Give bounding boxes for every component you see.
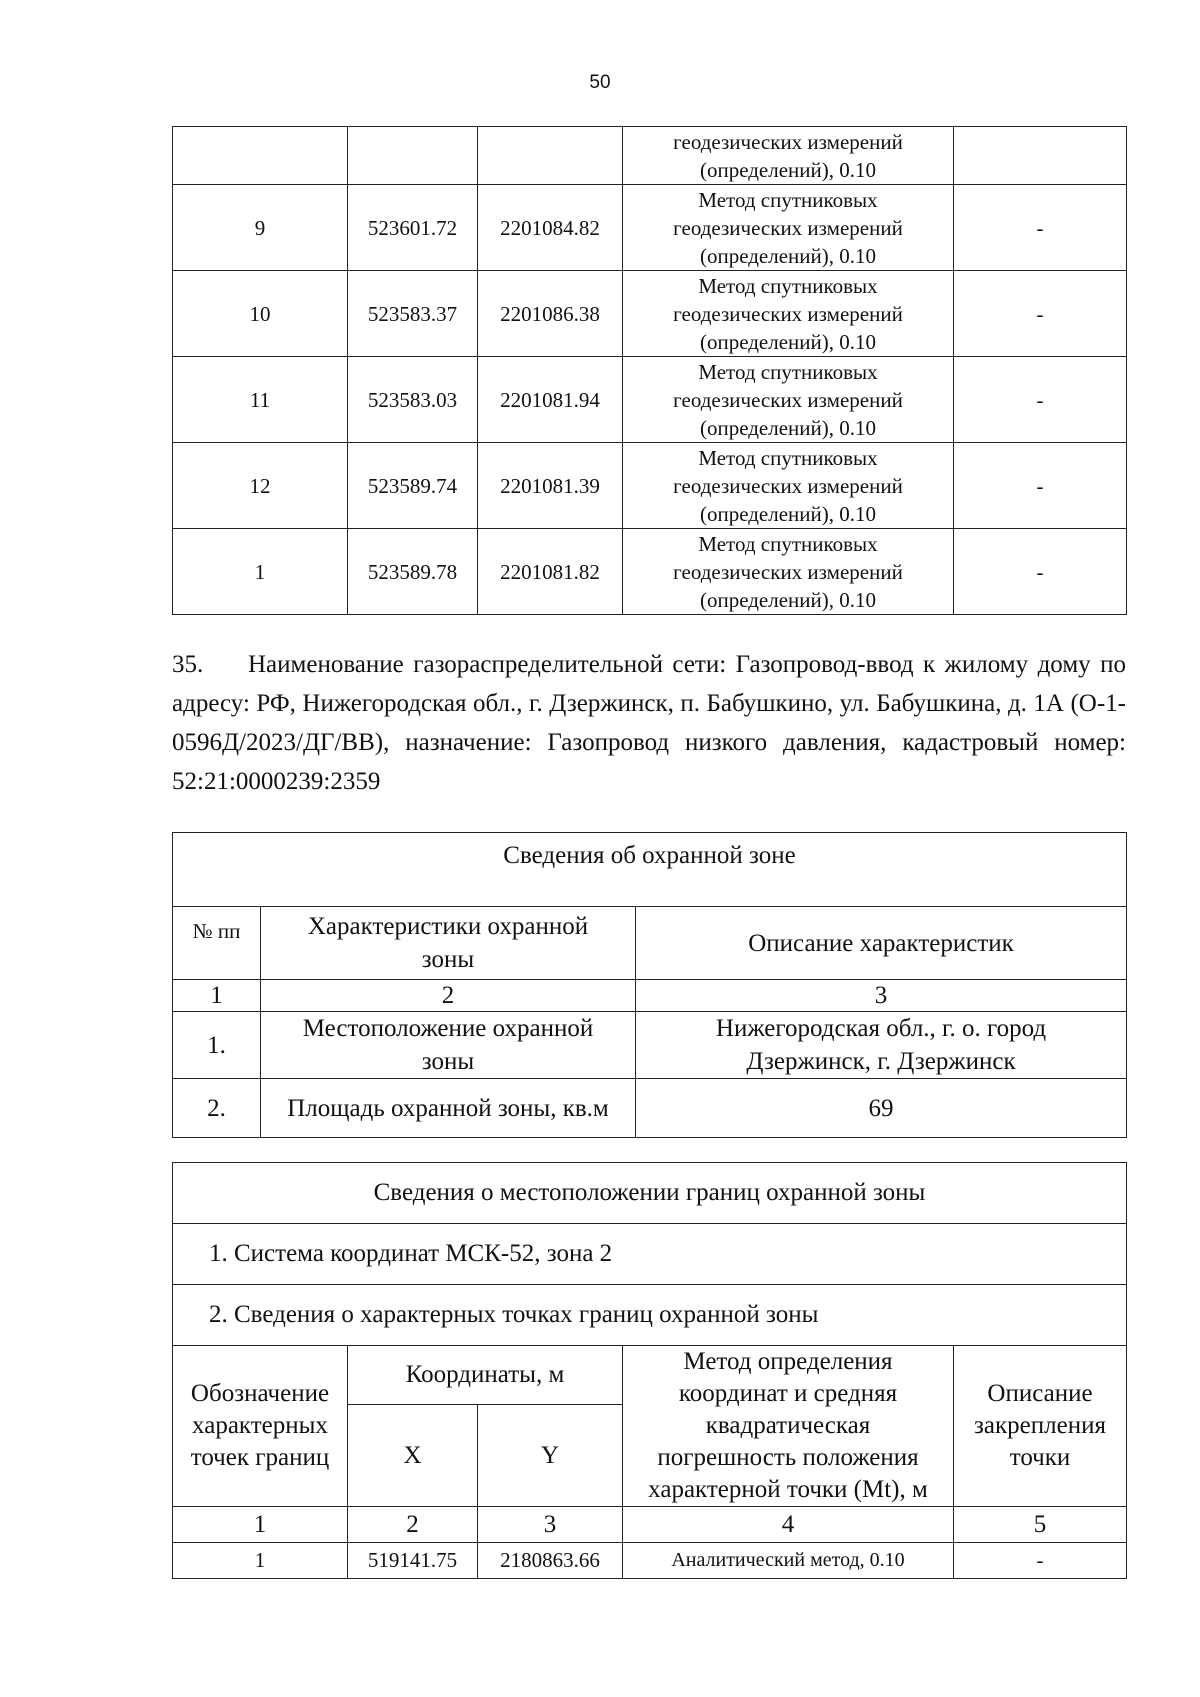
point-cell: 12	[173, 443, 348, 529]
desc-cell: -	[954, 529, 1127, 615]
point-cell: 11	[173, 357, 348, 443]
header-coordinates: Координаты, м	[348, 1346, 623, 1405]
header-num: № пп	[173, 907, 261, 980]
table-row	[173, 185, 1127, 271]
cell-line: Дзержинск, г. Дзержинск	[746, 1048, 1016, 1075]
row-num: 1.	[173, 1012, 261, 1079]
table-header-row	[173, 907, 1127, 980]
column-index-row	[173, 980, 1127, 1012]
column-index: 2	[348, 1507, 478, 1543]
point-cell: 10	[173, 271, 348, 357]
header-method	[623, 1346, 954, 1507]
method-line: Метод спутниковых	[698, 187, 878, 212]
row-description	[636, 1012, 1127, 1079]
header-description: Описание характеристик	[636, 907, 1127, 980]
points-title: 2. Сведения о характерных точках границ охранной зоны	[173, 1285, 1127, 1346]
y-cell: 2201081.82	[478, 529, 623, 615]
header-line: координат и средняя	[678, 1380, 898, 1407]
method-cell	[623, 357, 954, 443]
coordinate-system: 1. Система координат МСК-52, зона 2	[173, 1224, 1127, 1285]
method-line: (определений), 0.10	[699, 329, 877, 354]
method-line: геодезических измерений	[673, 129, 903, 154]
coordinates-table-continued	[172, 126, 1127, 615]
method-cell	[623, 271, 954, 357]
column-index: 1	[173, 980, 261, 1012]
row-description: 69	[636, 1079, 1127, 1138]
x-cell: 523601.72	[348, 185, 478, 271]
protection-zone-info-table	[172, 832, 1127, 1138]
method-line: Метод спутниковых	[698, 445, 878, 470]
column-index: 3	[636, 980, 1127, 1012]
x-cell	[348, 127, 478, 185]
header-line: погрешность положения	[657, 1444, 919, 1471]
column-index-row	[173, 1507, 1127, 1543]
point-cell: 1	[173, 1543, 348, 1579]
table-row	[173, 1079, 1127, 1138]
table-row	[173, 357, 1127, 443]
header-description	[954, 1346, 1127, 1507]
header-line: закрепления	[974, 1412, 1106, 1439]
method-line: (определений), 0.10	[699, 501, 877, 526]
table-row	[173, 443, 1127, 529]
method-line: геодезических измерений	[673, 215, 903, 240]
desc-cell: -	[954, 357, 1127, 443]
table-title: Сведения об охранной зоне	[173, 833, 1127, 907]
method-line: геодезических измерений	[673, 473, 903, 498]
x-cell: 523583.37	[348, 271, 478, 357]
cell-line: Нижегородская обл., г. о. город	[715, 1015, 1047, 1042]
method-line: (определений), 0.10	[699, 587, 877, 612]
y-cell: 2201081.39	[478, 443, 623, 529]
header-line: квадратическая	[705, 1412, 871, 1439]
row-num: 2.	[173, 1079, 261, 1138]
x-cell: 523589.78	[348, 529, 478, 615]
table-row	[173, 271, 1127, 357]
cell-line: Местоположение охранной	[302, 1015, 594, 1042]
header-y: Y	[478, 1405, 623, 1507]
method-line: геодезических измерений	[673, 559, 903, 584]
header-line: точки	[1009, 1444, 1071, 1471]
method-line: (определений), 0.10	[699, 243, 877, 268]
method-line: геодезических измерений	[673, 301, 903, 326]
header-x: X	[348, 1405, 478, 1507]
desc-cell: -	[954, 1543, 1127, 1579]
points-title-row	[173, 1285, 1127, 1346]
y-cell: 2201084.82	[478, 185, 623, 271]
method-cell	[623, 443, 954, 529]
header-line: характерных	[192, 1412, 328, 1439]
y-cell: 2180863.66	[478, 1543, 623, 1579]
method-line: геодезических измерений	[673, 387, 903, 412]
table-row	[173, 529, 1127, 615]
method-line: Метод спутниковых	[698, 359, 878, 384]
header-line: Обозначение	[190, 1380, 330, 1407]
table-title-row	[173, 833, 1127, 907]
header-line: зоны	[421, 946, 475, 973]
header-line: характерной точки (Mt), м	[648, 1476, 928, 1503]
method-cell	[623, 127, 954, 185]
page-number: 50	[589, 72, 611, 93]
desc-cell: -	[954, 271, 1127, 357]
column-index: 2	[261, 980, 636, 1012]
row-characteristic	[261, 1012, 636, 1079]
method-line: Метод спутниковых	[698, 273, 878, 298]
point-cell: 1	[173, 529, 348, 615]
y-cell	[478, 127, 623, 185]
table-row	[173, 127, 1127, 185]
point-cell: 9	[173, 185, 348, 271]
boundary-location-table	[172, 1162, 1127, 1579]
table-row	[173, 1543, 1127, 1579]
section-paragraph	[172, 645, 1126, 801]
x-cell: 523583.03	[348, 357, 478, 443]
column-index: 3	[478, 1507, 623, 1543]
method-cell	[623, 185, 954, 271]
column-index: 1	[173, 1507, 348, 1543]
header-line: Описание	[987, 1380, 1093, 1407]
method-cell	[623, 529, 954, 615]
y-cell: 2201081.94	[478, 357, 623, 443]
table-title-row	[173, 1163, 1127, 1224]
desc-cell	[954, 127, 1127, 185]
method-cell: Аналитический метод, 0.10	[623, 1543, 954, 1579]
table-header-row	[173, 1346, 1127, 1405]
header-point	[173, 1346, 348, 1507]
column-index: 4	[623, 1507, 954, 1543]
method-line: (определений), 0.10	[699, 415, 877, 440]
table-title: Сведения о местоположении границ охранной зоны	[173, 1163, 1127, 1224]
section-number: 35.	[172, 651, 204, 678]
y-cell: 2201086.38	[478, 271, 623, 357]
table-row	[173, 1012, 1127, 1079]
method-line: Метод спутниковых	[698, 531, 878, 556]
point-cell	[173, 127, 348, 185]
cell-line: зоны	[421, 1048, 475, 1075]
row-characteristic: Площадь охранной зоны, кв.м	[261, 1079, 636, 1138]
method-line: (определений), 0.10	[699, 157, 877, 182]
desc-cell: -	[954, 443, 1127, 529]
header-characteristics	[261, 907, 636, 980]
header-line: точек границ	[190, 1444, 330, 1471]
desc-cell: -	[954, 185, 1127, 271]
x-cell: 519141.75	[348, 1543, 478, 1579]
header-line: Характеристики охранной	[307, 913, 589, 940]
coordinate-system-row	[173, 1224, 1127, 1285]
section-text: Наименование газораспределительной сети: Газопровод-ввод к жилому дому по адресу: РФ, Нижегородская обл., г. Дзержинск, п. Бабушкино, ул. Бабушкина, д. 1А (О-1-0596Д/2023/ДГ/ВВ), назначение: Газопровод низкого давления, кадастровый номер: 52:21:0000239:2359	[172, 651, 1126, 795]
column-index: 5	[954, 1507, 1127, 1543]
x-cell: 523589.74	[348, 443, 478, 529]
header-line: Метод определения	[683, 1348, 893, 1375]
